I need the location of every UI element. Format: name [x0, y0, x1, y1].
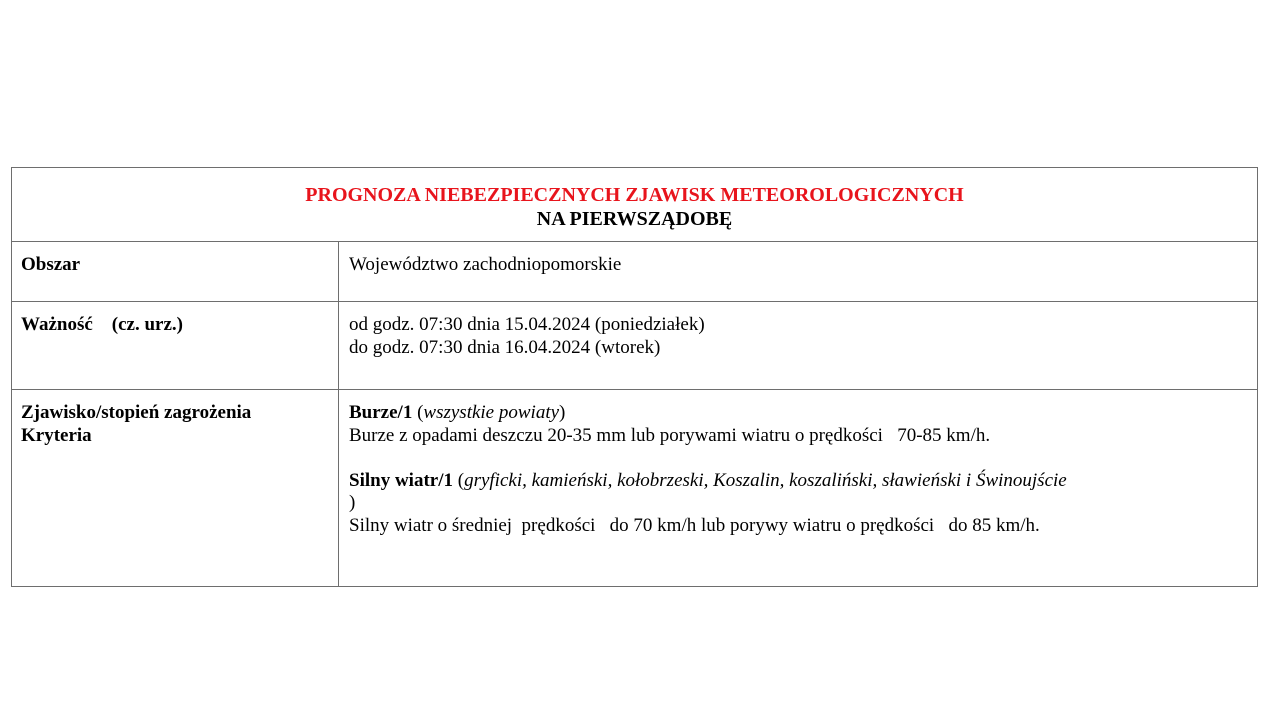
area-label: Obszar: [12, 242, 339, 302]
scope-open: (: [412, 402, 424, 423]
area-value: Województwo zachodniopomorskie: [339, 242, 1258, 302]
validity-value-cell: [339, 302, 1258, 390]
scope-open: (: [452, 469, 465, 491]
spacer: [349, 448, 1249, 470]
phenomenon-name: Burze/1: [349, 402, 413, 423]
phenomenon-scope: gryficki, kamieński, kołobrzeski, Koszalin, koszaliński, sławieński i Świnoujście: [464, 469, 1067, 491]
phenomenon-scope: wszystkie powiaty: [423, 402, 560, 423]
phenomena-row: [12, 390, 1258, 587]
phenomenon-heading: [349, 402, 1249, 425]
forecast-title: PROGNOZA NIEBEZPIECZNYCH ZJAWISK METEOROLOGICZNYCH: [305, 183, 964, 206]
phenomenon-criteria: Silny wiatr o średniej prędkości do 70 km/h lub porywy wiatru o prędkości do 85 km/h.: [349, 515, 1040, 537]
area-row: [12, 242, 1258, 302]
validity-to: do godz. 07:30 dnia 16.04.2024 (wtorek): [349, 336, 661, 358]
forecast-subtitle: NA PIERWSZĄDOBĘ: [536, 207, 733, 230]
validity-row: [12, 302, 1258, 390]
validity-label-cell: [12, 302, 339, 390]
phenomenon-name: Silny wiatr/1: [349, 469, 453, 491]
scope-close: ): [559, 402, 566, 423]
validity-label: Ważność (cz. urz.): [21, 314, 183, 335]
phenomena-value-cell: [339, 390, 1258, 587]
phenomena-label-cell: [12, 390, 339, 587]
phenomenon-criteria: Burze z opadami deszczu 20-35 mm lub porywami wiatru o prędkości 70-85 km/h.: [349, 424, 991, 446]
scope-close: ): [349, 492, 356, 514]
phenomenon-heading: [349, 470, 1249, 516]
phenomena-label: Zjawisko/stopień zagrożenia: [21, 402, 252, 423]
header-row: [12, 168, 1258, 242]
forecast-table: [11, 167, 1258, 587]
validity-from: od godz. 07:30 dnia 15.04.2024 (poniedziałek): [349, 314, 705, 335]
criteria-label: Kryteria: [21, 424, 92, 446]
header-cell: [12, 168, 1258, 242]
